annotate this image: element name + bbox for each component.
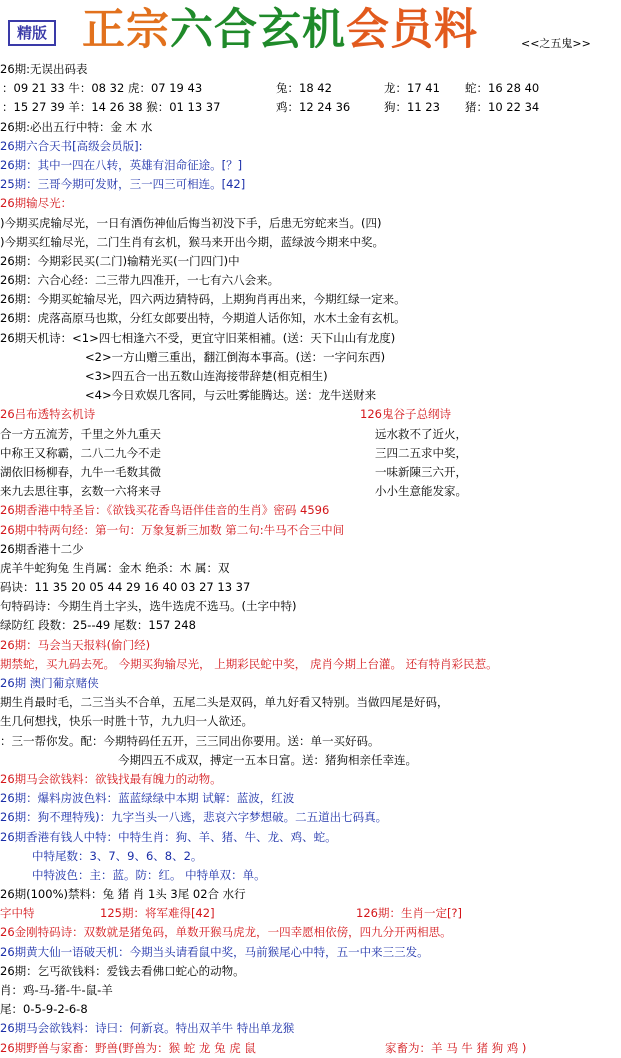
- text-line: [0, 60, 621, 79]
- text-line: [0, 828, 621, 847]
- text-line: [0, 367, 621, 386]
- text-segment: 26期 澳门葡京赌侠: [0, 676, 99, 690]
- text-line: [0, 137, 621, 156]
- text-segment: 虎羊牛蛇狗兔 生肖属：金木 绝杀：木 属：双: [0, 560, 230, 575]
- text-line: [0, 655, 621, 674]
- text-line: [0, 674, 621, 693]
- text-segment: 26期输尽光：: [0, 196, 73, 211]
- text-line: [0, 79, 621, 98]
- text-segment: 26期黄大仙一语破天机：今期当头请看鼠中奖，马前猴尾心中特，五一中来三三发。: [0, 944, 429, 959]
- text-segment: 期禁蛇，买九码去死。 今期买狗输尽光， 上期彩民蛇中奖， 虎肖今期上台灌。 还有特肖彩民惹。: [0, 656, 498, 671]
- text-segment: 26期野兽与家畜：野兽(野兽为：猴 蛇 龙 兔 虎 鼠: [0, 1040, 256, 1055]
- text-segment: 26期：其中一四在八转，英雄有泪命征途。[？]: [0, 157, 243, 172]
- text-segment: 126鬼谷子总纲诗: [360, 407, 451, 422]
- text-line: [0, 712, 621, 731]
- text-segment: 26期：今期彩民买(二门)输精光买(一门四门)中: [0, 253, 240, 268]
- title-char: 会: [346, 5, 390, 55]
- text-line: [0, 98, 621, 117]
- text-segment: 龙：17 41: [384, 81, 440, 96]
- text-segment: 合一方五流芳，千里之外九重天: [0, 426, 161, 441]
- text-line: [0, 847, 621, 866]
- text-segment: 125期：将军难得[42]: [100, 906, 215, 921]
- text-segment: 家畜为：羊 马 牛 猪 狗 鸡 ): [385, 1040, 527, 1055]
- text-line: [0, 1019, 621, 1038]
- text-segment: 鸡：12 24 36: [276, 100, 351, 115]
- text-line: [0, 789, 621, 808]
- text-line: [0, 444, 621, 463]
- text-line: [0, 521, 621, 540]
- text-line: [0, 693, 621, 712]
- text-segment: 三四二五求中奖，: [375, 445, 467, 460]
- author-tag: <<之五鬼>>: [521, 37, 591, 50]
- text-segment: 26期马会欲钱料：诗曰：何新哀。特出双羊牛 特出单龙猴: [0, 1021, 295, 1036]
- text-line: [0, 751, 621, 770]
- content-body: [0, 60, 621, 1058]
- text-line: [0, 732, 621, 751]
- text-segment: 尾：0-5-9-2-6-8: [0, 1002, 88, 1017]
- text-segment: 肖：鸡-马-猪-牛-鼠-羊: [0, 983, 113, 997]
- text-segment: 26期：马会当天报料(偷门经): [0, 637, 151, 652]
- title-char: 六: [170, 5, 214, 55]
- text-segment: 25期：三哥今期可发财，三一四三可相连。[42]: [0, 177, 246, 192]
- text-segment: 26吕布透特玄机诗: [0, 407, 96, 422]
- text-line: [0, 194, 621, 213]
- text-line: [0, 386, 621, 405]
- text-segment: ：09 21 33 牛：08 32 虎：07 19 43: [2, 81, 203, 96]
- text-line: [0, 578, 621, 597]
- text-line: [0, 808, 621, 827]
- text-line: [0, 962, 621, 981]
- text-segment: 字中特: [0, 906, 35, 921]
- text-line: [0, 501, 621, 520]
- text-segment: 中特尾数：3、7、9、6、8、2。: [32, 848, 203, 863]
- text-line: [0, 981, 621, 1000]
- text-segment: 26期：今期买蛇输尽光，四六两边猜特码，上期狗肖再出来，今期红绿一定来。: [0, 292, 406, 307]
- text-line: [0, 348, 621, 367]
- title-char: 合: [214, 5, 258, 55]
- text-line: [0, 636, 621, 655]
- text-segment: <3>四五合一出五数山连海接带辞楚(相克相生): [85, 369, 328, 383]
- title-char: 宗: [126, 5, 170, 55]
- text-segment: 来九去思往事，玄数一六将来寻: [0, 484, 161, 499]
- page-title: [82, 4, 478, 56]
- text-line: [0, 175, 621, 194]
- text-segment: 26期:必出五行中特：金 木 水: [0, 119, 153, 134]
- text-segment: ：三一帮你发。配：今期特码任五开，三三同出你要用。送：单一买好码。: [0, 733, 380, 748]
- text-segment: 26期六合天书[高级会员版]:: [0, 138, 143, 153]
- title-char: 正: [82, 5, 126, 55]
- text-line: [0, 770, 621, 789]
- text-segment: 126期：生肖一定[?]: [356, 906, 463, 921]
- text-line: [0, 1000, 621, 1019]
- text-line: [0, 866, 621, 885]
- text-line: [0, 482, 621, 501]
- title-char: 玄: [258, 5, 302, 55]
- text-line: [0, 214, 621, 233]
- text-line: [0, 118, 621, 137]
- text-segment: 中特波色：主：蓝。防：红。 中特单双：单。: [32, 867, 266, 882]
- text-segment: 26期：爆料房波色料：蓝蓝绿绿中本期 试解：蓝波，红波: [0, 791, 295, 806]
- text-segment: 生几何想找，快乐一时胜十节，九九归一人欲还。: [0, 714, 253, 729]
- text-segment: 26金刚特码诗：双数就是猪兔码，单数开猴马虎龙，一四幸愿相依傍，四九分开两相思。: [0, 925, 452, 940]
- text-line: [0, 405, 621, 424]
- text-segment: 猪：10 22 34: [465, 100, 540, 115]
- text-segment: 小小生意能发家。: [375, 484, 467, 499]
- text-segment: 一味新陳三六开，: [375, 464, 467, 479]
- title-char: 员: [390, 5, 434, 55]
- text-line: [0, 271, 621, 290]
- text-segment: )今期买红输尽光，二门生肖有玄机，猴马来开出今期，蓝绿波今期来中奖。: [0, 234, 384, 249]
- text-line: [0, 923, 621, 942]
- text-segment: )今期买虎输尽光，一日有酒伤神仙后悔当初没下手，后患无穷蛇来当。(四): [0, 215, 382, 230]
- text-line: [0, 597, 621, 616]
- text-segment: 期生肖最时毛，二三当头不合单，五尾二头是双码，单九好看又特别。当做四尾是好码，: [0, 695, 449, 710]
- text-line: [0, 309, 621, 328]
- text-segment: <4>今日欢娱几客同，与云吐雾能腾达。送：龙牛送财来: [85, 388, 377, 403]
- text-segment: 26期马会欲钱料：欲钱找最有魄力的动物。: [0, 771, 222, 786]
- text-line: [0, 540, 621, 559]
- header: [0, 0, 621, 58]
- text-segment: ：15 27 39 羊：14 26 38 猴：01 13 37: [2, 100, 221, 115]
- text-segment: 绿防红 段数：25--49 尾数：157 248: [0, 618, 196, 633]
- text-segment: 26期香港中特圣旨：《欲钱买花香鸟语伴佳音的生肖》密码 4596: [0, 503, 330, 518]
- text-line: [0, 252, 621, 271]
- text-segment: 今期四五不成双，搏定一五本日富。送：猪狗相亲任幸连。: [118, 752, 417, 767]
- text-segment: 26期(100%)禁料：兔 猪 肖 1头 3尾 02合 水行: [0, 887, 246, 902]
- text-line: [0, 290, 621, 309]
- title-char: 机: [302, 5, 346, 55]
- text-segment: 26期:无误出码表: [0, 62, 88, 76]
- text-line: [0, 943, 621, 962]
- text-line: [0, 616, 621, 635]
- text-line: [0, 156, 621, 175]
- text-segment: 26期天机诗：<1>四七相逢六不受，更宜守旧莱相補。(送：天下山山有龙度): [0, 330, 396, 345]
- text-segment: 句特码诗：今期生肖土字头，选牛选虎不选马。(土字中特): [0, 599, 297, 614]
- text-line: [0, 425, 621, 444]
- text-line: [0, 1039, 621, 1058]
- text-segment: 26期中特两句经：第一句：万象复新三加数 第二句:牛马不合三中间: [0, 522, 345, 537]
- text-segment: 26期：乞丐欲钱料：爱钱去看佛口蛇心的动物。: [0, 963, 245, 978]
- text-segment: <2>一方山赠三重出，翻江倒海本事高。(送：一字问东西): [85, 349, 386, 364]
- text-segment: 26期：六合心经：二三带九四准开，一七有六八会来。: [0, 273, 280, 288]
- text-line: [0, 904, 621, 923]
- text-line: [0, 463, 621, 482]
- edition-badge: 精版: [8, 20, 56, 46]
- title-char: 料: [434, 5, 478, 55]
- text-segment: 26期：狗不理特残)：九字当头一八逃，悲哀六字梦想破。二五道出七码真。: [0, 810, 388, 825]
- text-segment: 兔：18 42: [276, 81, 332, 96]
- text-line: [0, 885, 621, 904]
- text-segment: 远水救不了近火，: [375, 426, 467, 441]
- text-segment: 26期香港十二少: [0, 541, 84, 556]
- text-segment: 26期香港有钱人中特：中特生肖：狗、羊、猪、牛、龙、鸡、蛇。: [0, 829, 337, 844]
- text-segment: 中称王又称霸，二八二九今不走: [0, 445, 161, 460]
- text-line: [0, 233, 621, 252]
- text-segment: 26期：虎落高原马也欺，分红女郎要出特，今期道人话你知，水木土金有玄机。: [0, 311, 406, 326]
- text-line: [0, 559, 621, 578]
- text-segment: 湖依旧杨柳春，九牛一毛数其微: [0, 464, 161, 479]
- text-segment: 码诀：11 35 20 05 44 29 16 40 03 27 13 37: [0, 580, 251, 595]
- text-segment: 蛇：16 28 40: [465, 81, 540, 96]
- text-segment: 狗：11 23: [384, 100, 440, 115]
- text-line: [0, 329, 621, 348]
